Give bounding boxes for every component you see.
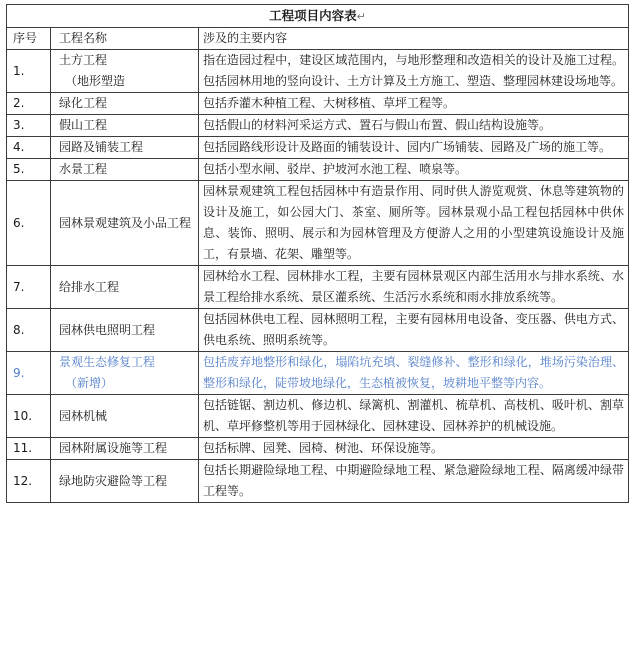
project-name: [51, 266, 199, 309]
paragraph-mark-icon: ↵: [356, 10, 366, 23]
project-name: [51, 352, 199, 395]
project-content-text: 包括长期避险绿地工程、中期避险绿地工程、紧急避险绿地工程、隔离缓冲绿带工程等。: [203, 463, 624, 498]
table-row: [7, 93, 629, 115]
table-row: [7, 181, 629, 266]
project-content: [199, 50, 629, 93]
project-name: [51, 181, 199, 266]
row-number-text: 1.: [13, 63, 25, 78]
project-name-text: 景观生态修复工程: [59, 355, 156, 369]
project-content-text: 包括链锯、割边机、修边机、绿篱机、割灌机、梳草机、高枝机、吸叶机、割草机、草坪修整机等用于园林绿化、园林建设、园林养护的机械设施。: [203, 398, 624, 433]
project-content-text: 包括园林供电工程、园林照明工程，主要有园林用电设备、变压器、供电方式、供电系统、照明系统等。: [203, 312, 624, 347]
table-row: [7, 309, 629, 352]
header-num: 序号: [7, 28, 51, 50]
project-name-note: （地形塑造: [65, 74, 126, 88]
document-page: [6, 4, 629, 503]
project-content-text: 包括标牌、园凳、园椅、树池、环保设施等。: [203, 441, 444, 455]
row-number-text: 9.: [13, 365, 25, 380]
project-content-text: 包括废弃地整形和绿化，塌陷坑充填、裂缝修补、整形和绿化，堆场污染治理、整形和绿化，陡带坡地绿化，生态植被恢复，坡耕地平整等内容。: [203, 355, 624, 390]
row-number: [7, 352, 51, 395]
project-content-text: 包括乔灌木种植工程、大树移植、草坪工程等。: [203, 96, 456, 110]
table-title-text: 工程项目内容表: [269, 8, 357, 23]
row-number-text: 6.: [13, 215, 25, 230]
project-content: [199, 181, 629, 266]
row-number: [7, 266, 51, 309]
project-name: [51, 115, 199, 137]
project-name-text: 园林景观建筑及小品工程: [59, 215, 192, 230]
table-row: [7, 159, 629, 181]
project-name-text: 假山工程: [59, 118, 108, 132]
project-content-text: 园林给水工程、园林排水工程，主要有园林景观区内部生活用水与排水系统、水景工程给排水系统、景区灌系统、生活污水系统和雨水排放系统等。: [203, 269, 624, 304]
project-content: [199, 352, 629, 395]
project-name: [51, 137, 199, 159]
row-number-text: 5.: [13, 162, 25, 176]
table-row: [7, 266, 629, 309]
row-number: [7, 93, 51, 115]
project-name-note: （新增）: [65, 376, 114, 390]
project-content-text: 包括假山的材料河采运方式、置石与假山布置、假山结构设施等。: [203, 118, 552, 132]
project-content-text: 园林景观建筑工程包括园林中有造景作用、同时供人游览观赏、休息等建筑物的设计及施工，如公园大门、茶室、厕所等。园林景观小品工程包括园林中供休息、装饰、照明、展示和为园林管理及方便游人之用的小型建筑设施设计及施工，有景墙、花架、雕塑等。: [203, 184, 624, 261]
project-name-text: 土方工程: [59, 53, 108, 67]
project-name-text: 绿地防灾避险等工程: [59, 473, 168, 488]
row-number-text: 2.: [13, 96, 25, 110]
table-row: [7, 460, 629, 503]
project-content-text: 指在造园过程中，建设区域范围内，与地形整理和改造相关的设计及施工过程。包括园林用地的竖向设计、土方计算及土方施工、塑造、整理园林建设场地等。: [203, 53, 624, 88]
row-number-text: 11.: [13, 441, 33, 455]
project-content: [199, 460, 629, 503]
row-number-text: 8.: [13, 322, 25, 337]
project-name-text: 园林供电照明工程: [59, 322, 156, 337]
project-content: [199, 266, 629, 309]
project-name: [51, 50, 199, 93]
row-number-text: 4.: [13, 140, 25, 154]
row-number: [7, 137, 51, 159]
row-number: [7, 159, 51, 181]
project-content: [199, 309, 629, 352]
project-content: [199, 93, 629, 115]
table-title: [7, 5, 629, 28]
project-content-text: 包括园路线形设计及路面的铺装设计、园内广场铺装、园路及广场的施工等。: [203, 140, 612, 154]
table-row: [7, 50, 629, 93]
project-content: [199, 438, 629, 460]
project-name: [51, 438, 199, 460]
project-content: [199, 115, 629, 137]
table-row: [7, 395, 629, 438]
row-number: [7, 395, 51, 438]
row-number: [7, 438, 51, 460]
row-number-text: 10.: [13, 408, 33, 423]
row-number: [7, 309, 51, 352]
table-row: [7, 137, 629, 159]
project-content-table: [6, 4, 629, 503]
project-name: [51, 309, 199, 352]
project-name: [51, 159, 199, 181]
project-content: [199, 395, 629, 438]
project-name-text: 园林附属设施等工程: [59, 441, 168, 455]
project-name-text: 园林机械: [59, 408, 108, 423]
project-name-text: 园路及铺装工程: [59, 140, 144, 154]
header-content: 涉及的主要内容: [199, 28, 629, 50]
project-content-text: 包括小型水闸、驳岸、护坡河水池工程、喷泉等。: [203, 162, 468, 176]
project-name-text: 给排水工程: [59, 279, 120, 294]
row-number-text: 12.: [13, 473, 33, 488]
header-name: 工程名称: [51, 28, 199, 50]
project-name: [51, 93, 199, 115]
table-row: [7, 352, 629, 395]
project-name-text: 绿化工程: [59, 96, 108, 110]
row-number: [7, 50, 51, 93]
table-row: [7, 438, 629, 460]
row-number-text: 7.: [13, 279, 25, 294]
table-row: [7, 115, 629, 137]
row-number: [7, 115, 51, 137]
project-name-text: 水景工程: [59, 162, 108, 176]
row-number: [7, 460, 51, 503]
project-name: [51, 460, 199, 503]
header-row: [7, 28, 629, 50]
row-number: [7, 181, 51, 266]
project-name: [51, 395, 199, 438]
row-number-text: 3.: [13, 118, 25, 132]
project-content: [199, 159, 629, 181]
table-title-row: [7, 5, 629, 28]
project-content: [199, 137, 629, 159]
